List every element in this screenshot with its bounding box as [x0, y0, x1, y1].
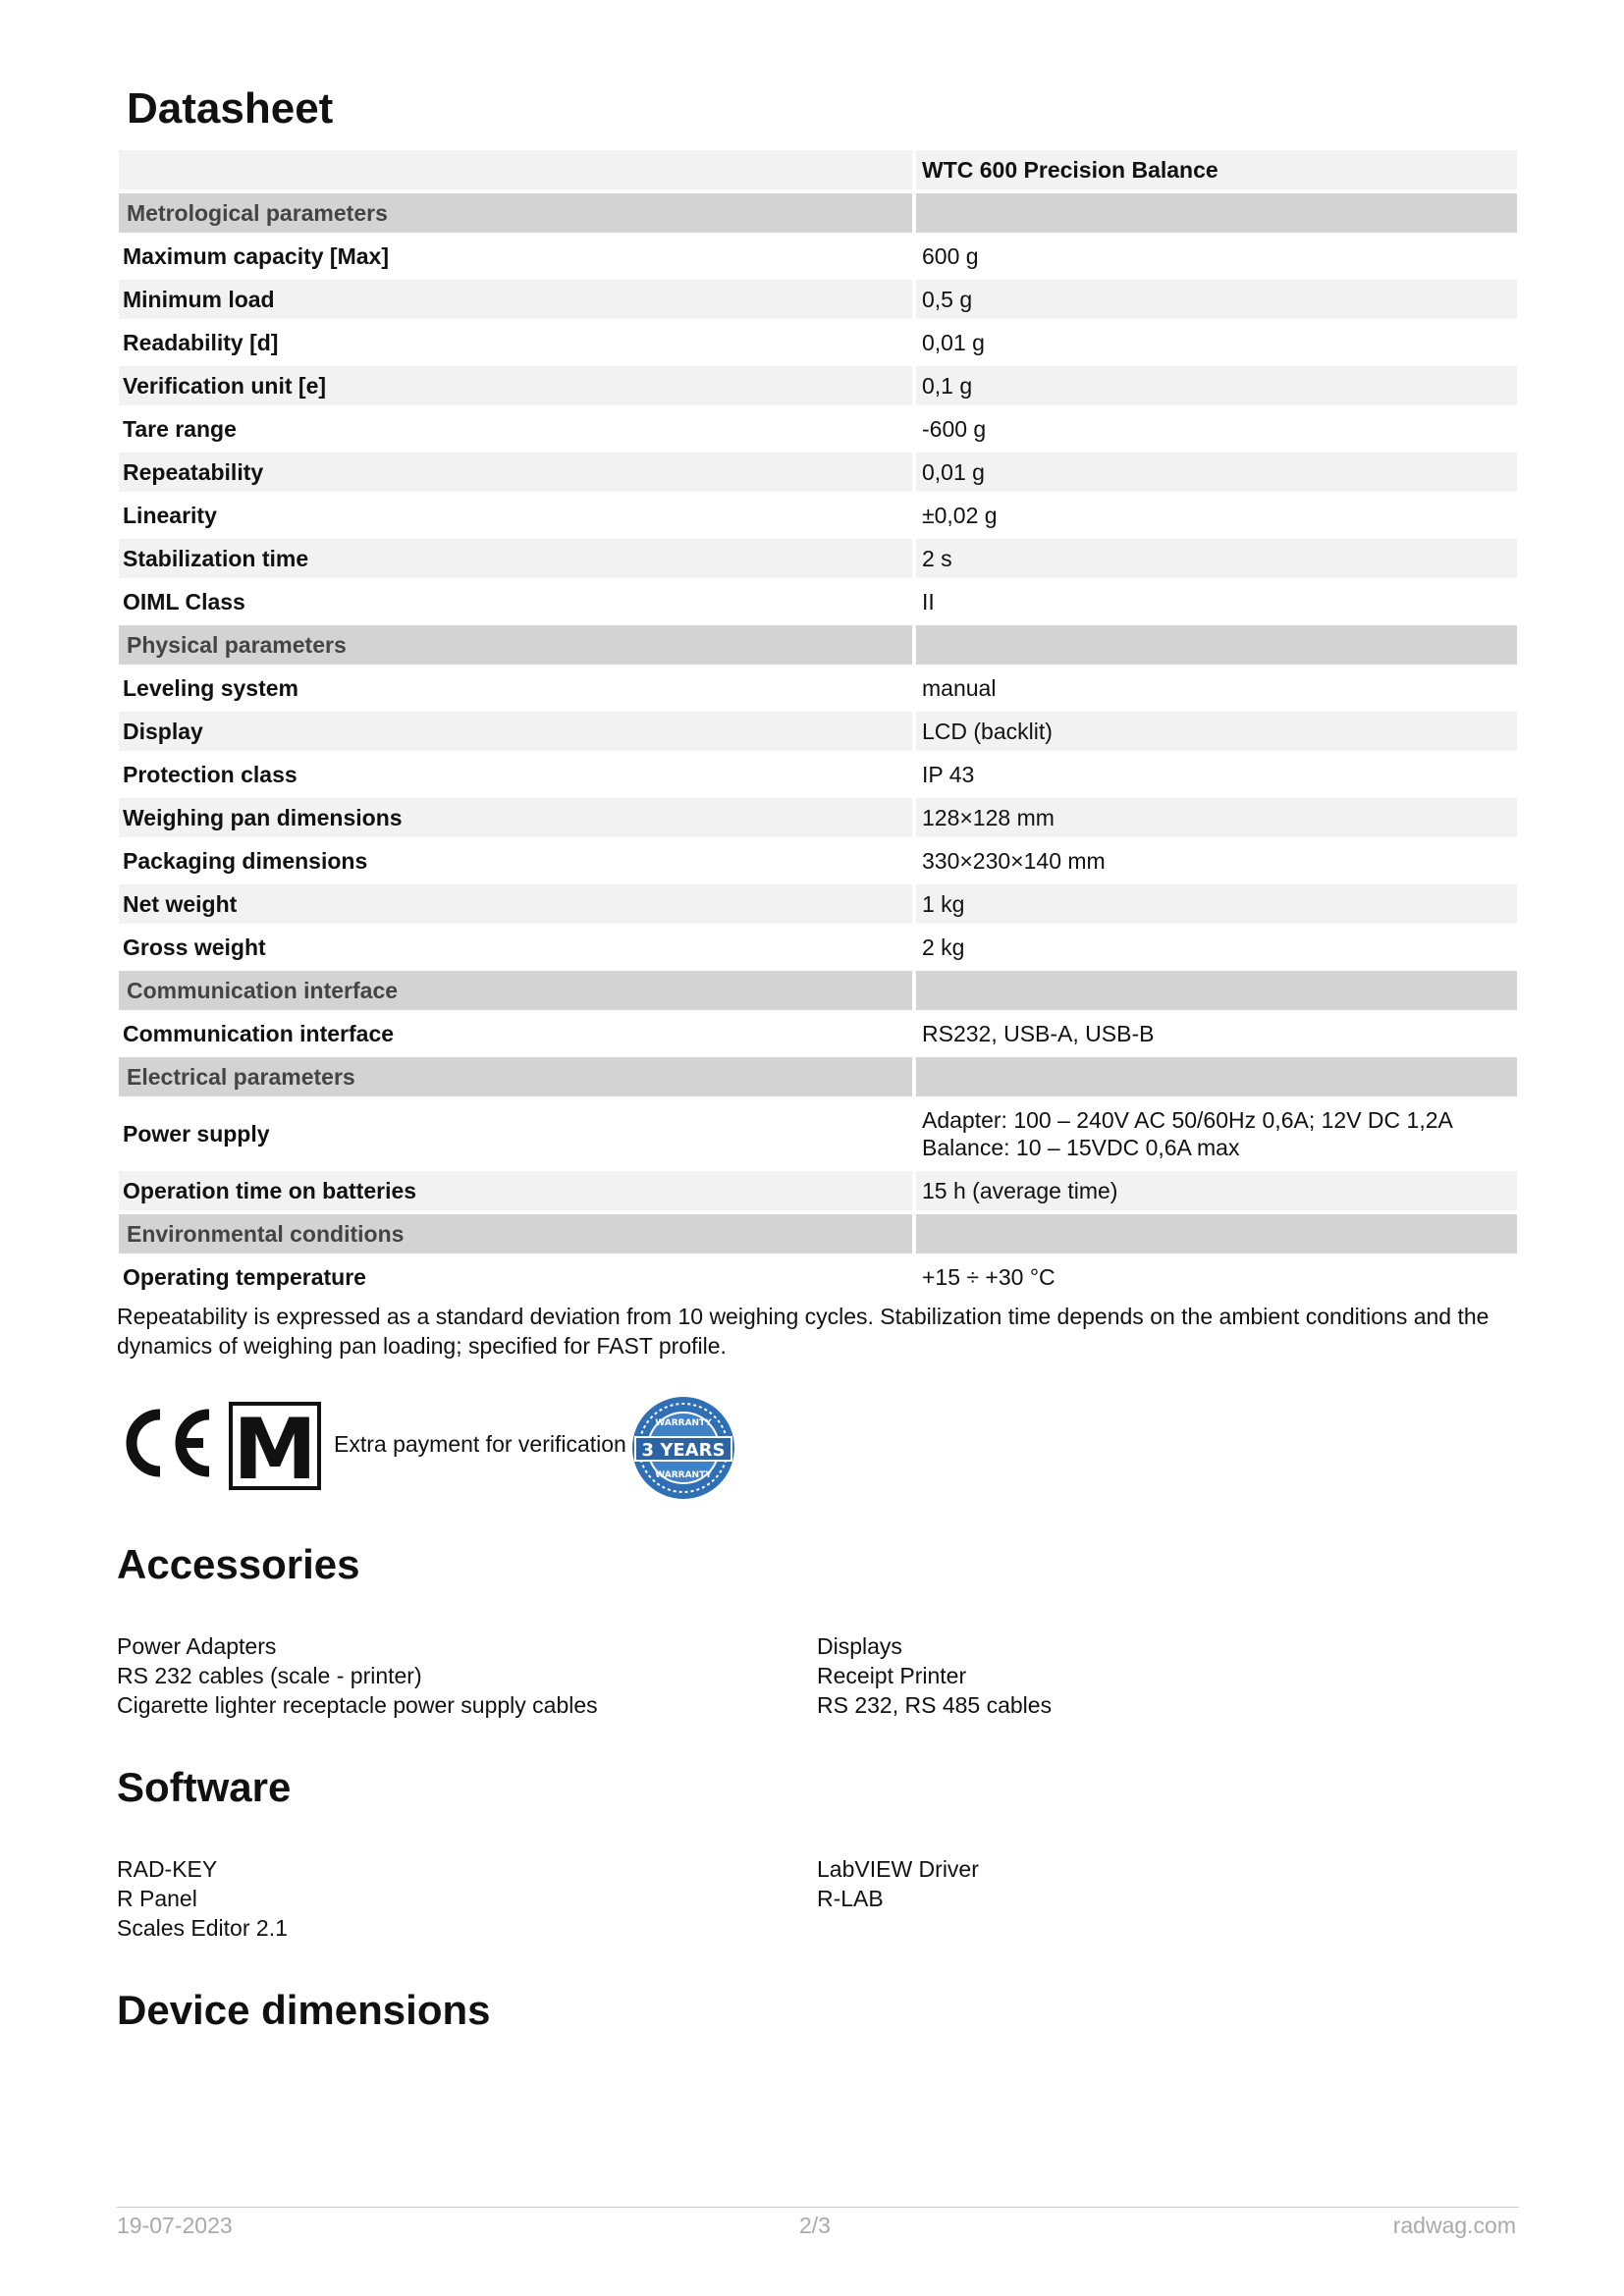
param-value: RS232, USB-A, USB-B	[912, 1014, 1517, 1053]
spec-table	[119, 146, 1517, 1301]
device-dimensions-heading: Device dimensions	[117, 1987, 491, 2033]
param-label: Readability [d]	[119, 323, 912, 362]
table-row	[119, 366, 1517, 405]
list-item: Cigarette lighter receptacle power supply cables	[117, 1692, 598, 1718]
section-empty-cell	[912, 1057, 1517, 1096]
list-item: R-LAB	[817, 1886, 884, 1911]
software-heading: Software	[117, 1764, 292, 1810]
param-label: Packaging dimensions	[119, 841, 912, 881]
accessories-right-list	[817, 1631, 1052, 1720]
table-row	[119, 1100, 1517, 1167]
table-row	[119, 712, 1517, 751]
param-label: Repeatability	[119, 453, 912, 492]
section-empty-cell	[912, 193, 1517, 233]
list-item: Power Adapters	[117, 1633, 277, 1659]
list-item: RAD-KEY	[117, 1856, 218, 1882]
param-label: Communication interface	[119, 1014, 912, 1053]
param-value: ±0,02 g	[912, 496, 1517, 535]
param-label: Leveling system	[119, 668, 912, 708]
param-value: LCD (backlit)	[912, 712, 1517, 751]
m-mark-text: M	[233, 1402, 317, 1490]
param-value: 15 h (average time)	[912, 1171, 1517, 1210]
param-value: IP 43	[912, 755, 1517, 794]
list-item: Scales Editor 2.1	[117, 1915, 288, 1941]
datasheet-title: Datasheet	[127, 84, 334, 133]
list-item: Receipt Printer	[817, 1663, 967, 1688]
param-value: 0,5 g	[912, 280, 1517, 319]
param-label: Minimum load	[119, 280, 912, 319]
verification-text: Extra payment for verification	[334, 1431, 626, 1457]
table-row	[119, 582, 1517, 621]
param-value: 0,1 g	[912, 366, 1517, 405]
warranty-badge-icon	[629, 1394, 737, 1502]
ce-mark-text: CE	[119, 1409, 121, 1410]
warranty-top-text: WARRANTY	[655, 1418, 712, 1428]
table-row	[119, 323, 1517, 362]
software-left-list	[117, 1854, 288, 1943]
product-name: WTC 600 Precision Balance	[912, 150, 1517, 189]
warranty-years-text: 3 YEARS	[641, 1440, 726, 1461]
footnote: Repeatability is expressed as a standard deviation from 10 weighing cycles. Stabilization time depends on the ambient conditions and the dynamics of weighing pan loading; specified for FAST profile.	[117, 1304, 1489, 1359]
table-row	[119, 409, 1517, 449]
footer-page-number: 2/3	[799, 2213, 831, 2238]
table-row	[119, 496, 1517, 535]
param-value: 330×230×140 mm	[912, 841, 1517, 881]
section-empty-cell	[912, 1214, 1517, 1254]
section-header-row	[119, 625, 1517, 665]
param-value: 2 kg	[912, 928, 1517, 967]
software-right-list	[817, 1854, 979, 1913]
param-label: Net weight	[119, 884, 912, 924]
param-label: Protection class	[119, 755, 912, 794]
param-label: Tare range	[119, 409, 912, 449]
param-label: Maximum capacity [Max]	[119, 237, 912, 276]
table-row	[119, 928, 1517, 967]
table-row	[119, 755, 1517, 794]
param-value: manual	[912, 668, 1517, 708]
table-row	[119, 237, 1517, 276]
footer-website: radwag.com	[1392, 2213, 1516, 2238]
footer-divider	[117, 2207, 1519, 2208]
header-empty-cell	[119, 150, 912, 189]
param-label: Display	[119, 712, 912, 751]
param-label: OIML Class	[119, 582, 912, 621]
table-row	[119, 280, 1517, 319]
table-row	[119, 1257, 1517, 1297]
param-value: -600 g	[912, 409, 1517, 449]
param-value: 600 g	[912, 237, 1517, 276]
param-label: Linearity	[119, 496, 912, 535]
param-value: +15 ÷ +30 °C	[912, 1257, 1517, 1297]
warranty-bottom-text: WARRANTY	[655, 1470, 712, 1480]
metrology-m-mark-icon	[229, 1402, 321, 1490]
section-header-row	[119, 1057, 1517, 1096]
list-item: RS 232, RS 485 cables	[817, 1692, 1053, 1718]
param-value-line: Balance: 10 – 15VDC 0,6A max	[922, 1135, 1240, 1160]
ce-mark-icon	[119, 1409, 217, 1477]
param-value	[912, 1100, 1517, 1167]
table-row	[119, 539, 1517, 578]
param-value: II	[912, 582, 1517, 621]
section-header-row	[119, 971, 1517, 1010]
param-label: Verification unit [e]	[119, 366, 912, 405]
section-empty-cell	[912, 971, 1517, 1010]
param-label: Power supply	[119, 1100, 912, 1167]
section-title: Physical parameters	[119, 625, 912, 665]
section-title: Electrical parameters	[119, 1057, 912, 1096]
table-row	[119, 453, 1517, 492]
section-header-row	[119, 193, 1517, 233]
table-row	[119, 668, 1517, 708]
table-row	[119, 884, 1517, 924]
footer-date: 19-07-2023	[117, 2213, 233, 2238]
param-value: 128×128 mm	[912, 798, 1517, 837]
accessories-heading: Accessories	[117, 1541, 360, 1587]
section-title: Metrological parameters	[119, 193, 912, 233]
list-item: LabVIEW Driver	[817, 1856, 979, 1882]
table-header-row	[119, 150, 1517, 189]
list-item: RS 232 cables (scale - printer)	[117, 1663, 422, 1688]
param-label: Weighing pan dimensions	[119, 798, 912, 837]
param-value: 2 s	[912, 539, 1517, 578]
spec-table-body	[119, 150, 1517, 1297]
section-title: Communication interface	[119, 971, 912, 1010]
param-label: Operating temperature	[119, 1257, 912, 1297]
param-label: Operation time on batteries	[119, 1171, 912, 1210]
param-value: 0,01 g	[912, 323, 1517, 362]
table-row	[119, 1171, 1517, 1210]
section-title: Environmental conditions	[119, 1214, 912, 1254]
param-label: Gross weight	[119, 928, 912, 967]
list-item: R Panel	[117, 1886, 197, 1911]
section-empty-cell	[912, 625, 1517, 665]
param-value: 0,01 g	[912, 453, 1517, 492]
table-row	[119, 798, 1517, 837]
param-value: 1 kg	[912, 884, 1517, 924]
table-row	[119, 841, 1517, 881]
table-row	[119, 1014, 1517, 1053]
param-value-line: Adapter: 100 – 240V AC 50/60Hz 0,6A; 12V DC 1,2A	[922, 1107, 1453, 1133]
param-label: Stabilization time	[119, 539, 912, 578]
list-item: Displays	[817, 1633, 902, 1659]
accessories-left-list	[117, 1631, 598, 1720]
section-header-row	[119, 1214, 1517, 1254]
